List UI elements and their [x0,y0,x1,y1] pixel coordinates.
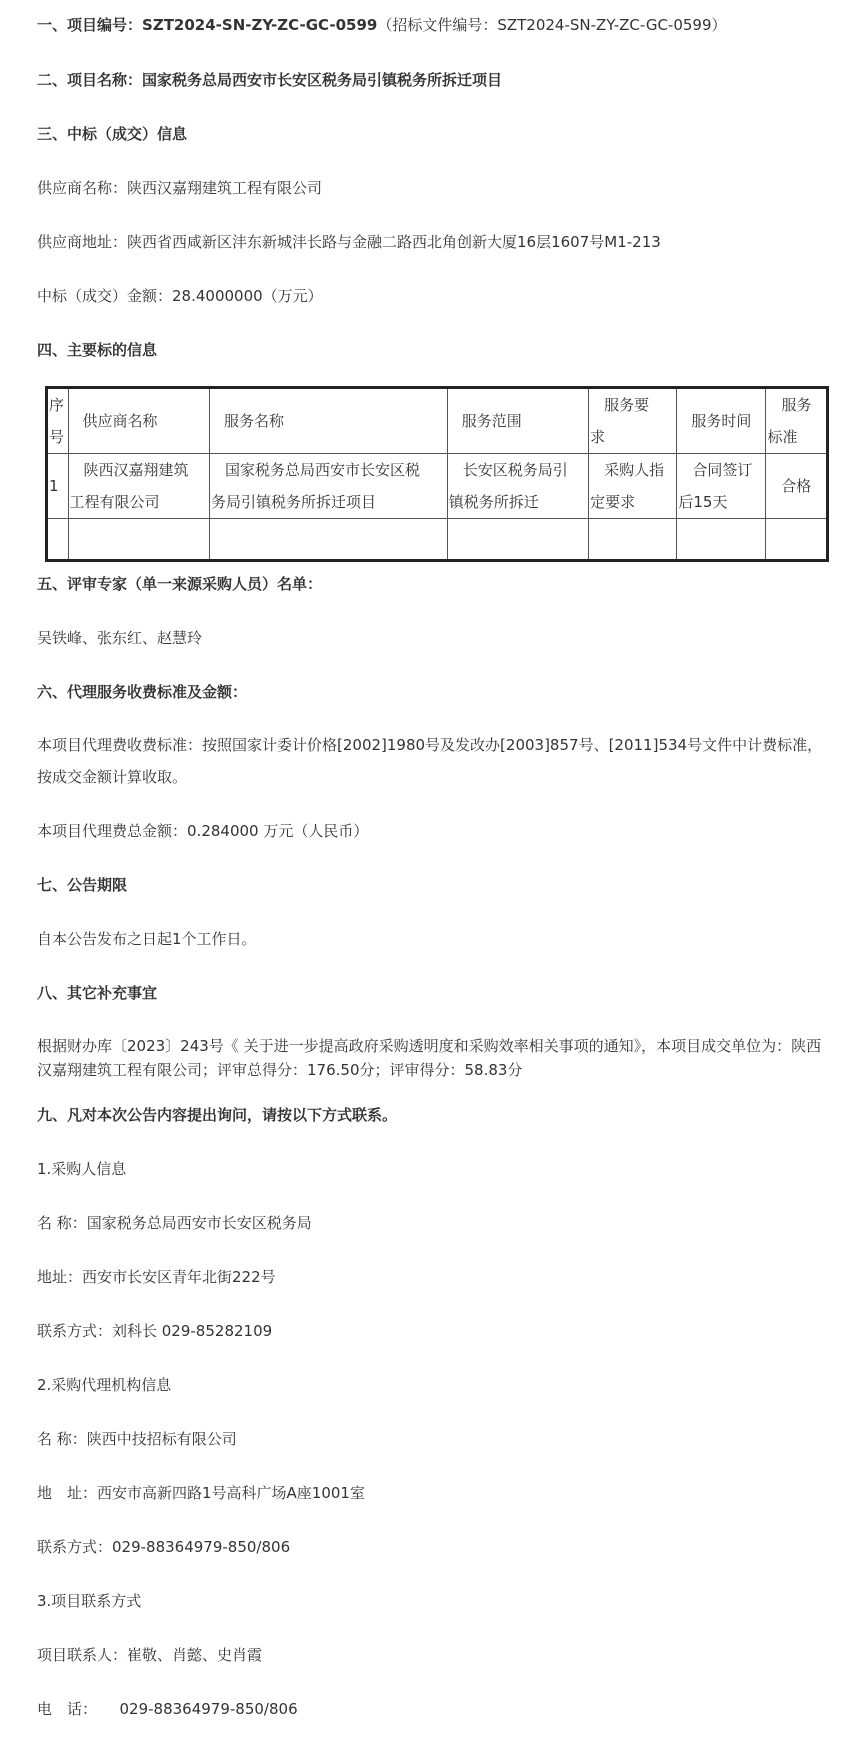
header-supplier [68,388,209,454]
project-number-label: 一、项目编号： [37,16,143,34]
cell-seq: 1 [47,454,69,519]
project-number-line [37,14,727,36]
cell-supplier [68,454,209,519]
header-seq-line1: 序 [49,396,65,414]
project-contact-people: 项目联系人：崔敬、肖懿、史肖霞 [37,1646,263,1664]
section-3-heading: 三、中标（成交）信息 [37,125,188,143]
header-requirement [589,388,677,454]
header-requirement-line2: 求 [590,428,606,446]
table-header-row [47,388,828,454]
header-standard [766,388,828,454]
header-service-name-label: 服务名称 [223,412,284,430]
cell-supplier-line1: 陕西汉嘉翔建筑 [83,461,189,479]
cell-service-time-line1: 合同签订 [692,461,753,479]
section-9-heading: 九、凡对本次公告内容提出询问，请按以下方式联系。 [37,1106,398,1124]
cell-service-name [209,454,447,519]
section-4-heading: 四、主要标的信息 [37,341,158,359]
header-seq-line2: 号 [49,428,65,446]
header-service-time [677,388,766,454]
header-service-scope [447,388,588,454]
header-standard-line1: 服务 [781,396,812,414]
header-seq [47,388,69,454]
cell-service-scope-line2: 镇税务所拆迁 [448,493,539,511]
section-6-heading: 六、代理服务收费标准及金额： [37,683,248,701]
purchaser-contact: 联系方式：刘科长 029-85282109 [37,1322,273,1340]
section-7-heading: 七、公告期限 [37,876,128,894]
header-supplier-label: 供应商名称 [82,412,158,430]
cell-service-time [677,454,766,519]
cell-supplier-line2: 工程有限公司 [69,493,160,511]
agency-heading: 2.采购代理机构信息 [37,1376,172,1394]
project-contact-heading: 3.项目联系方式 [37,1592,142,1610]
supplementary-text: 根据财办库〔2023〕243号《 关于进一步提高政府采购透明度和采购效率相关事项的通知》，本项目成交单位为：陕西汉嘉翔建筑工程有限公司；评审总得分：176.50分；评审得分：58.83分 [37,1037,822,1079]
purchaser-address: 地址：西安市长安区青年北街222号 [37,1268,276,1286]
header-standard-line2: 标准 [767,428,798,446]
award-amount: 中标（成交）金额：28.4000000（万元） [37,287,323,305]
purchaser-name: 名 称：国家税务总局西安市长安区税务局 [37,1214,312,1232]
expert-names: 吴铁峰、张东红、赵慧玲 [37,629,203,647]
agency-contact: 联系方式：029-88364979-850/806 [37,1538,291,1556]
agency-fee-standard: 本项目代理费收费标准：按照国家计委计价格[2002]1980号及发改办[2003]857号、[2011]534号文件中计费标准，按成交金额计算收取。 [37,736,823,786]
cell-requirement-line2: 定要求 [590,493,636,511]
project-number-code: SZT2024-SN-ZY-ZC-GC-0599 [142,16,378,34]
section-5-heading: 五、评审专家（单一来源采购人员）名单： [37,575,323,593]
header-service-scope-label: 服务范围 [461,412,522,430]
supplier-name: 供应商名称：陕西汉嘉翔建筑工程有限公司 [37,179,323,197]
cell-service-scope [447,454,588,519]
header-service-name [209,388,447,454]
header-requirement-line1: 服务要 [604,396,650,414]
project-name-heading: 二、项目名称：国家税务总局西安市长安区税务局引镇税务所拆迁项目 [37,71,503,89]
header-service-time-label: 服务时间 [691,412,752,430]
agency-name: 名 称：陕西中技招标有限公司 [37,1430,237,1448]
table-row [47,454,828,519]
cell-service-scope-line1: 长安区税务局引 [462,461,568,479]
cell-service-name-line1: 国家税务总局西安市长安区税 [224,461,420,479]
main-subject-table [45,386,829,562]
table-empty-row [47,519,828,561]
cell-service-time-line2: 后15天 [678,493,728,511]
supplier-address: 供应商地址：陕西省西咸新区沣东新城沣长路与金融二路西北角创新大厦16层1607号M1-213 [37,233,661,251]
cell-standard: 合格 [766,454,828,519]
cell-service-name-line2: 务局引镇税务所拆迁项目 [210,493,376,511]
agency-fee-total: 本项目代理费总金额：0.284000 万元（人民币） [37,822,369,840]
cell-requirement [589,454,677,519]
notice-period: 自本公告发布之日起1个工作日。 [37,930,257,948]
purchaser-heading: 1.采购人信息 [37,1160,127,1178]
project-contact-phone: 电 话： 029-88364979-850/806 [37,1700,298,1718]
tender-doc-number: （招标文件编号：SZT2024-SN-ZY-ZC-GC-0599） [377,16,727,34]
cell-requirement-line1: 采购人指 [604,461,665,479]
agency-address: 地 址：西安市高新四路1号高科广场A座1001室 [37,1484,365,1502]
section-8-heading: 八、其它补充事宜 [37,984,158,1002]
